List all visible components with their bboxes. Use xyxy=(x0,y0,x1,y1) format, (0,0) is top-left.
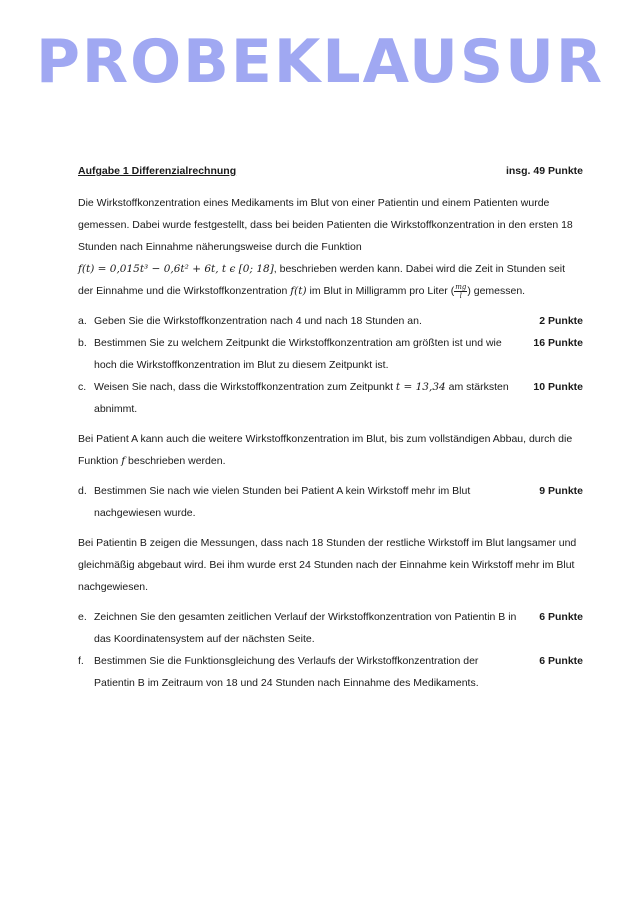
task-label: c. xyxy=(78,381,87,393)
task-points: 9 Punkte xyxy=(539,485,583,497)
task-text-pre: Weisen Sie nach, dass die Wirkstoffkonzentration zum Zeitpunkt xyxy=(94,381,396,393)
task-f xyxy=(78,650,583,694)
task-e xyxy=(78,606,583,650)
intro-text-1: Die Wirkstoffkonzentration eines Medikaments im Blut von einer Patientin und einem Patienten wurde gemessen. Dabei wurde festgestellt, dass bei beiden Patienten die Wirkstoffkonzentration in den ersten 18 Stunden nach Einnahme näherungsweise durch die Funktion xyxy=(78,197,573,253)
unit-numerator: mg xyxy=(455,282,467,291)
task-c xyxy=(78,376,583,420)
task-text: Zeichnen Sie den gesamten zeitlichen Verlauf der Wirkstoffkonzentration von Patientin B in das Koordinatensystem auf der nächsten Seite. xyxy=(94,611,517,645)
task-title: Aufgabe 1 Differenzialrechnung xyxy=(78,165,237,177)
task-header xyxy=(78,160,583,182)
task-text: Geben Sie die Wirkstoffkonzentration nach 4 und nach 18 Stunden an. xyxy=(94,315,422,327)
function-symbol: f(t) xyxy=(290,285,307,297)
task-text: Bestimmen Sie die Funktionsgleichung des Verlaufs der Wirkstoffkonzentration der Patientin B im Zeitraum von 18 und 24 Stunden nach Einnahme des Medikaments. xyxy=(94,655,479,689)
task-text xyxy=(94,376,518,420)
intro-text-2: , beschrieben werden kann. Dabei wird die Zeit in Stunden seit der Einnahme und die Wirkstoffkonzentration xyxy=(78,263,566,297)
task-d xyxy=(78,480,583,524)
function-formula: f(t) = 0,015t³ − 0,6t² + 6t, t ϵ [0; 18] xyxy=(78,263,274,275)
exam-page xyxy=(78,160,583,694)
banner-title: PROBEKLAUSUR xyxy=(35,27,605,97)
task-text: Bestimmen Sie nach wie vielen Stunden bei Patient A kein Wirkstoff mehr im Blut nachgewiesen wurde. xyxy=(94,485,471,519)
task-label: b. xyxy=(78,337,87,349)
task-points: 2 Punkte xyxy=(539,315,583,327)
total-points: insg. 49 Punkte xyxy=(505,165,583,177)
patient-a-paragraph xyxy=(78,428,583,472)
task-a xyxy=(78,310,583,332)
task-label: a. xyxy=(78,315,87,327)
patient-a-text-post: beschrieben werden. xyxy=(125,455,226,467)
task-points: 6 Punkte xyxy=(539,611,583,623)
time-formula: t = 13,34 xyxy=(395,381,446,393)
task-label: f. xyxy=(78,655,84,667)
task-text: Bestimmen Sie zu welchem Zeitpunkt die Wirkstoffkonzentration am größten ist und wie hoch die Wirkstoffkonzentration im Blut zu diesem Zeitpunkt ist. xyxy=(94,337,502,371)
task-points: 6 Punkte xyxy=(539,655,583,667)
function-symbol-f: f xyxy=(121,455,126,467)
patient-b-paragraph: Bei Patientin B zeigen die Messungen, dass nach 18 Stunden der restliche Wirkstoff im Blut langsamer und gleichmäßig abgebaut wird. Bei ihm wurde erst 24 Stunden nach der Einnahme kein Wirkstoff mehr im Blut nachgewiesen. xyxy=(78,537,577,593)
intro-text-3: im Blut in Milligramm pro Liter ( xyxy=(306,285,455,297)
task-text-post: am stärksten abnimmt. xyxy=(94,381,509,415)
task-points: 10 Punkte xyxy=(533,381,583,393)
unit-denominator: l xyxy=(459,291,462,300)
task-label: d. xyxy=(78,485,87,497)
task-points: 16 Punkte xyxy=(533,337,583,349)
watermark-banner xyxy=(0,22,640,102)
task-b xyxy=(78,332,583,376)
intro-text-4: ) gemessen. xyxy=(467,285,526,297)
intro-paragraph xyxy=(78,192,583,302)
unit-fraction xyxy=(454,283,467,300)
patient-a-text-pre: Bei Patient A kann auch die weitere Wirkstoffkonzentration im Blut, bis zum vollständigen Abbau, durch die Funktion xyxy=(78,433,573,467)
task-label: e. xyxy=(78,611,87,623)
